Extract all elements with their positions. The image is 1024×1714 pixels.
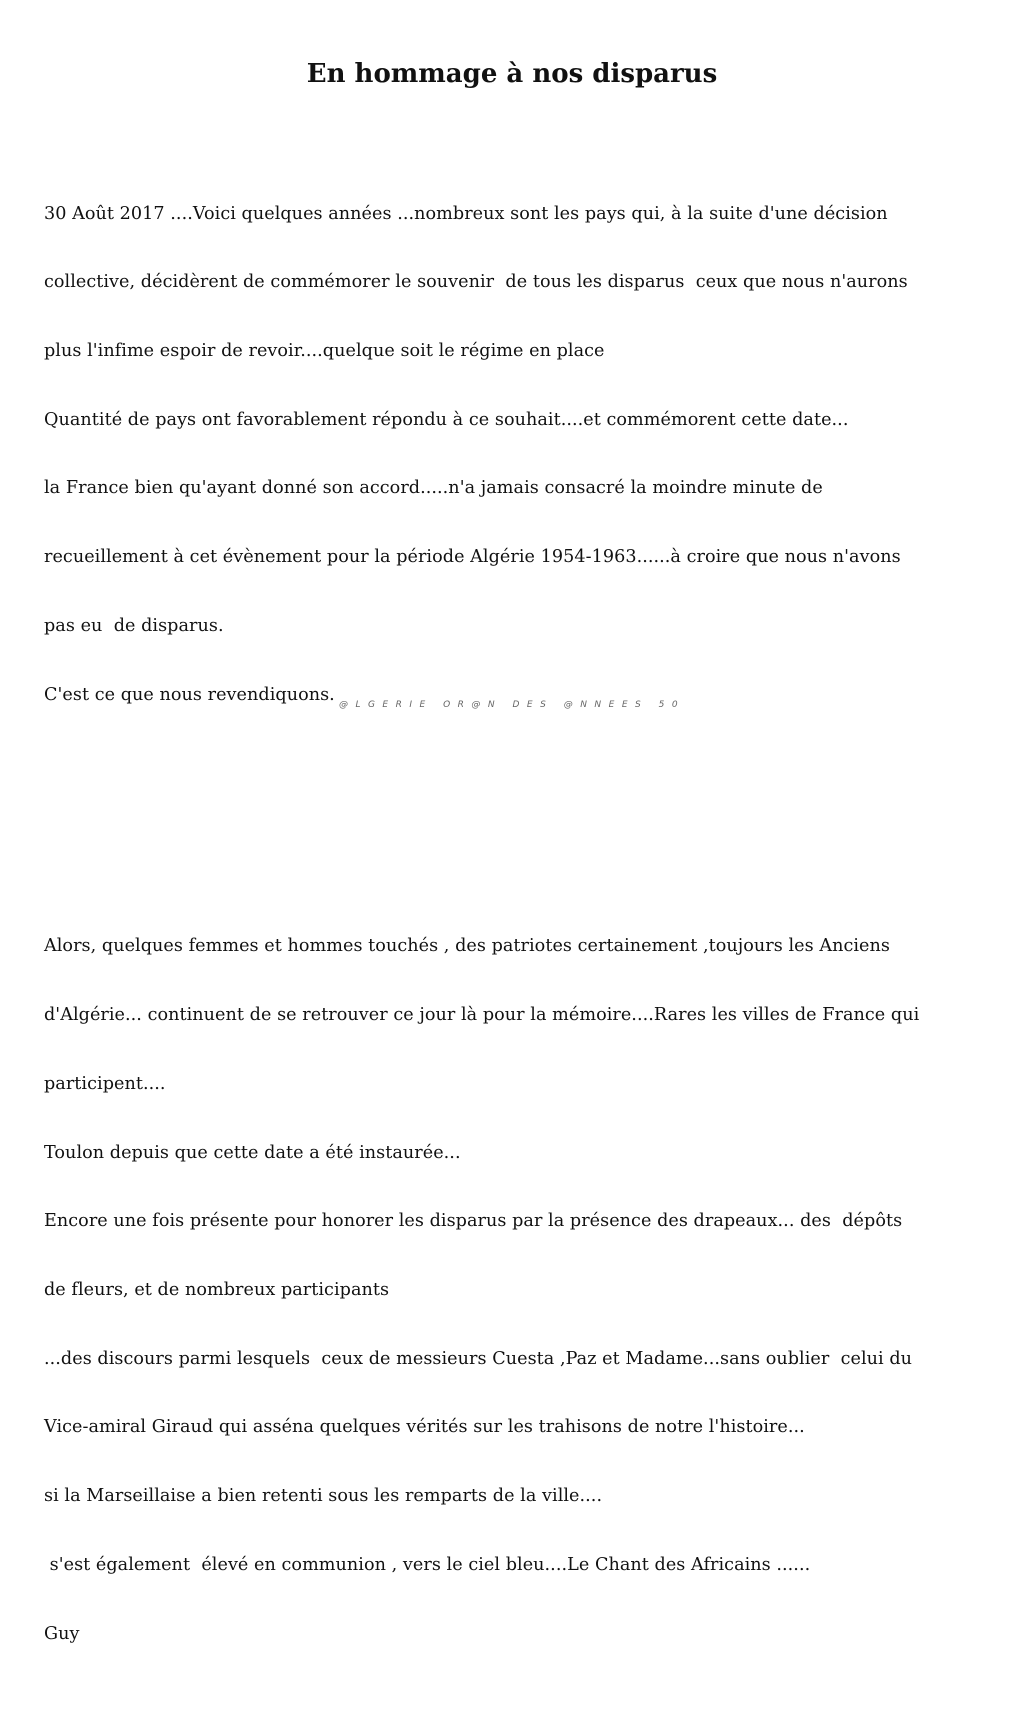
paragraph-1 <box>44 157 984 752</box>
text-line: C'est ce que nous revendiquons. <box>44 684 335 705</box>
text-line: si la Marseillaise a bien retenti sous les remparts de la ville.... <box>44 1486 603 1507</box>
text-line: Quantité de pays ont favorablement répondu à ce souhait....et commémorent cette date... <box>44 409 849 430</box>
page-footer: @LGERIE OR@N DES @NNEES 50 <box>338 700 686 710</box>
text-line: plus l'infime espoir de revoir....quelque soit le régime en place <box>44 341 605 362</box>
text-line: pas eu de disparus. <box>44 615 224 636</box>
text-line: Toulon depuis que cette date a été instaurée... <box>44 1142 461 1163</box>
text-line: 30 Août 2017 ....Voici quelques années ...nombreux sont les pays qui, à la suite d'une décision <box>44 203 888 224</box>
text-line: ...des discours parmi lesquels ceux de messieurs Cuesta ,Paz et Madame...sans oublier celui du <box>44 1348 913 1369</box>
text-line: Vice-amiral Giraud qui asséna quelques vérités sur les trahisons de notre l'histoire... <box>44 1417 805 1438</box>
text-line: participent.... <box>44 1073 166 1094</box>
text-line: recueillement à cet évènement pour la période Algérie 1954-1963......à croire que nous n'avons <box>44 547 901 568</box>
document-body <box>44 111 984 1714</box>
text-line: d'Algérie... continuent de se retrouver ce jour là pour la mémoire....Rares les villes de France qui <box>44 1005 920 1026</box>
text-line: Alors, quelques femmes et hommes touchés , des patriotes certainement ,toujours les Anciens <box>44 936 890 957</box>
paragraph-spacer <box>44 798 984 844</box>
signature: Guy <box>44 1623 80 1644</box>
text-line: s'est également élevé en communion , vers le ciel bleu....Le Chant des Africains ...... <box>44 1554 811 1575</box>
text-line: de fleurs, et de nombreux participants <box>44 1280 390 1300</box>
text-line: collective, décidèrent de commémorer le souvenir de tous les disparus ceux que nous n'aurons <box>44 272 908 293</box>
text-line: la France bien qu'ayant donné son accord.....n'a jamais consacré la moindre minute de <box>44 478 823 499</box>
text-line: Encore une fois présente pour honorer les disparus par la présence des drapeaux... des dépôts <box>44 1211 903 1232</box>
document-title: En hommage à nos disparus <box>306 59 718 89</box>
paragraph-2 <box>44 890 984 1692</box>
